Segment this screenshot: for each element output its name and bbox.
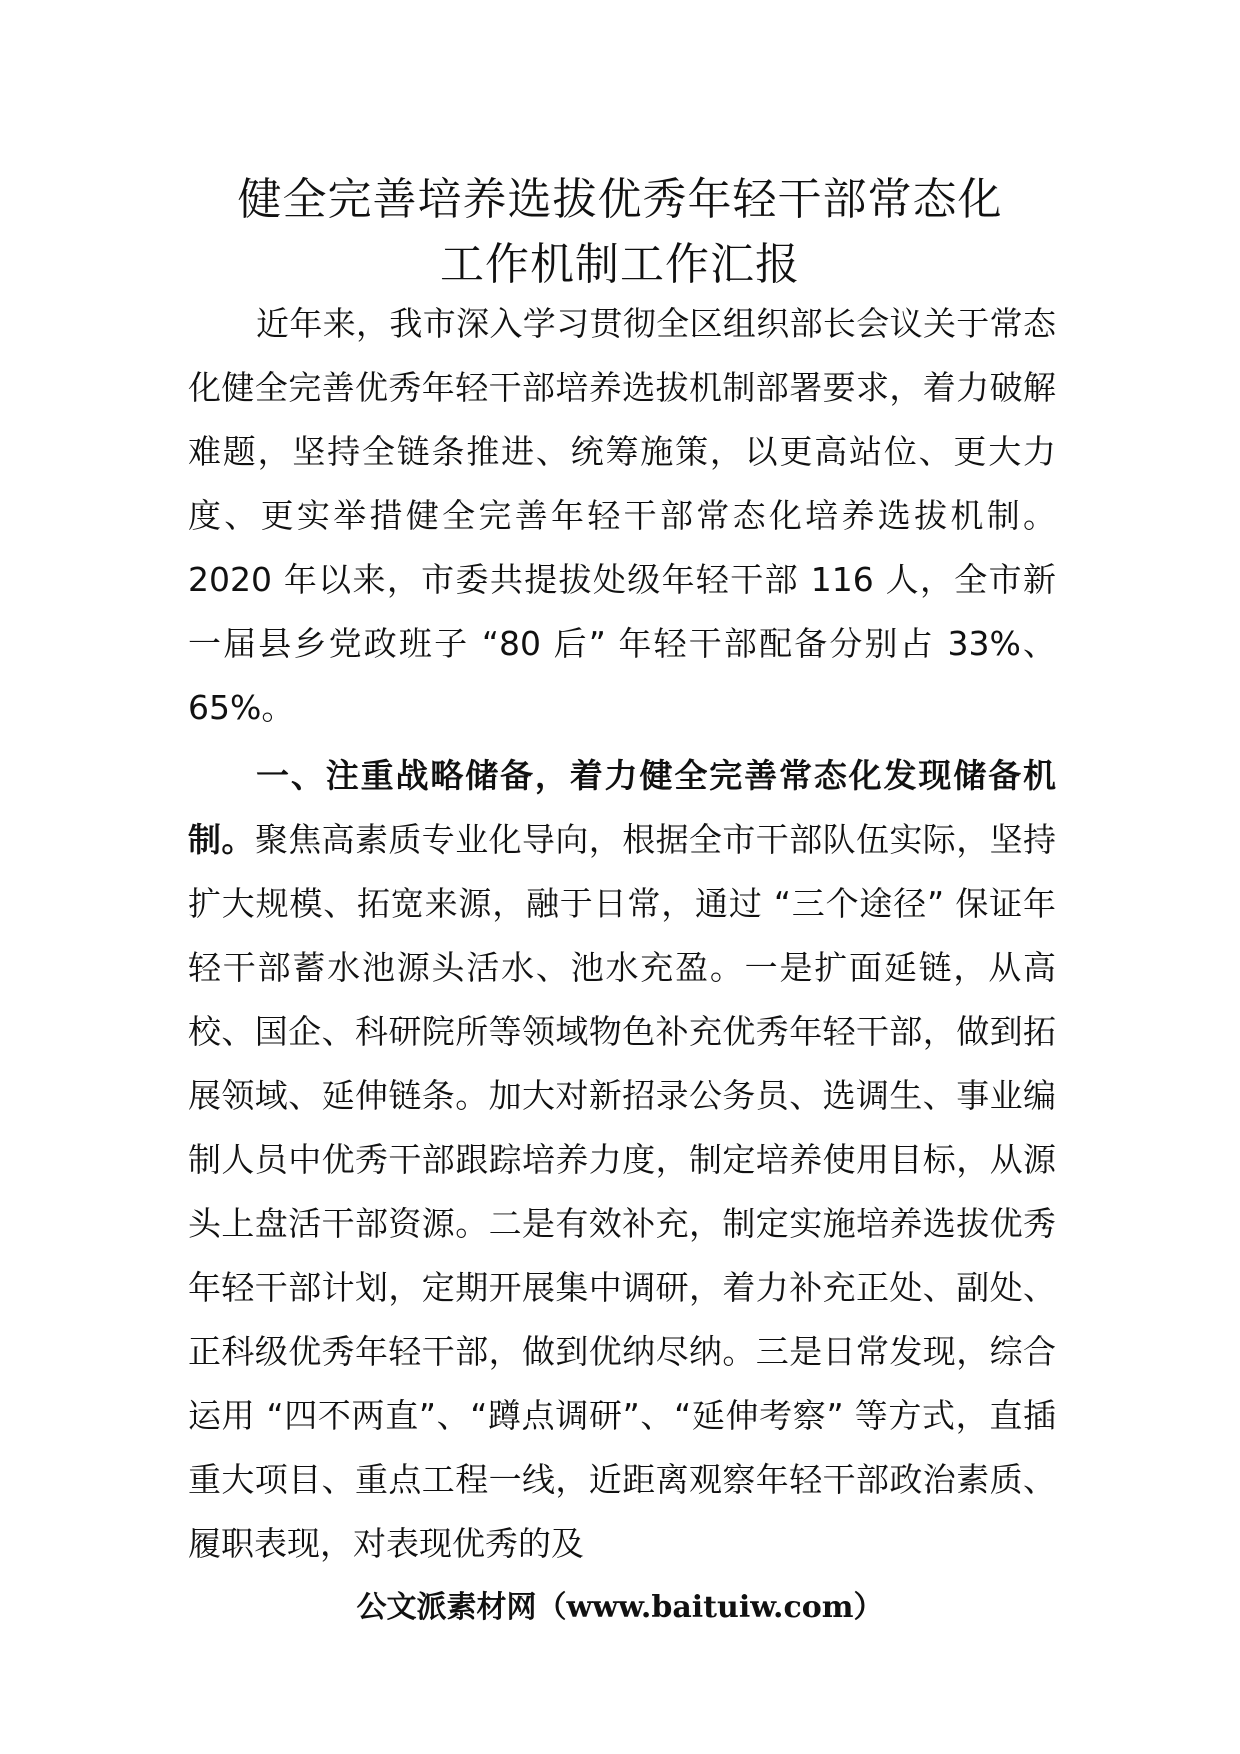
footer-watermark: 公文派素材网（www.baituiw.com） bbox=[356, 1590, 884, 1625]
document-title-line-2: 工作机制工作汇报 bbox=[440, 239, 800, 290]
section-1-body: 聚焦高素质专业化导向，根据全市干部队伍实际，坚持扩大规模、拓宽来源，融于日常，通过 “三个途径” 保证年轻干部蓄水池源头活水、池水充盈。一是扩面延链，从高校、国企、科研院所等领域物色补充优秀年轻干部，做到拓展领域、延伸链条。加大对新招录公务员、选调生、事业编制人员中优秀干部跟踪培养力度，制定培养使用目标，从源头上盘活干部资源。二是有效补充，制定实施培养选拔优秀年轻干部计划，定期开展集中调研，着力补充正处、副处、正科级优秀年轻干部，做到优纳尽纳。三是日常发现，综合运用 “四不两直”、“蹲点调研”、“延伸考察” 等方式，直插重大项目、重点工程一线，近距离观察年轻干部政治素质、履职表现，对表现优秀的及 bbox=[188, 820, 1057, 1563]
document-title-line-1: 健全完善培养选拔优秀年轻干部常态化 bbox=[237, 174, 1003, 225]
document-body bbox=[188, 292, 1056, 1576]
intro-paragraph: 近年来，我市深入学习贯彻全区组织部长会议关于常态化健全完善优秀年轻干部培养选拔机制部署要求，着力破解难题，坚持全链条推进、统筹施策，以更高站位、更大力度、更实举措健全完善年轻干部常态化培养选拔机制。2020 年以来，市委共提拔处级年轻干部 116 人，全市新一届县乡党政班子 “80 后” 年轻干部配备分别占 33%、65%。 bbox=[188, 304, 1056, 727]
section-1-heading: 一、注重战略储备，着力健全完善常态化发现储备机制。 bbox=[188, 756, 1056, 859]
section-1-paragraph bbox=[188, 744, 1056, 1576]
